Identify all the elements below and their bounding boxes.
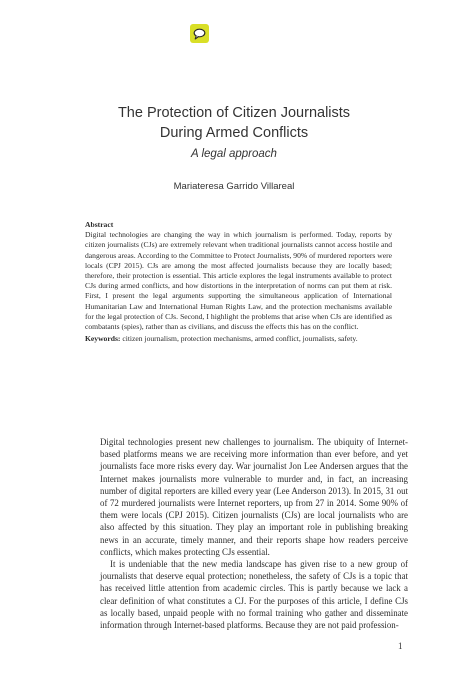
article-subtitle: A legal approach xyxy=(191,148,277,160)
keywords-label: Keywords: xyxy=(85,334,121,344)
article-body xyxy=(100,436,408,631)
page-number: 1 xyxy=(398,641,403,651)
body-paragraph-2: It is undeniable that the new media landscape has given rise to a new group of journalists that deserve equal protection; nonetheless, the safety of CJs is a topic that has received little attention from academic circles. This is partly because we lack a clear definition of what constitutes a CJ. For the purposes of this article, I define CJs as locally based, unpaid people with no formal training who gather and disseminate information through Internet-based platforms. Because they are not paid profession- xyxy=(100,559,408,631)
abstract-heading: Abstract xyxy=(85,220,114,229)
article-title-line-1: The Protection of Citizen Journalists xyxy=(117,105,351,121)
speech-bubble-icon xyxy=(193,28,206,40)
abstract-section xyxy=(85,220,392,344)
article-author: Mariateresa Garrido Villareal xyxy=(173,181,295,192)
article-title-line-2: During Armed Conflicts xyxy=(159,125,309,141)
keywords-line xyxy=(85,334,392,344)
keywords-list: citizen journalism, protection mechanisms, armed conflict, journalists, safety. xyxy=(122,334,358,344)
abstract-text: Digital technologies are changing the way in which journalism is performed. Today, reports by citizen journalists (CJs) are extremely relevant when traditional journalists cannot access hostile and dangerous areas. According to the Committee to Protect Journalists, 90% of murdered reporters were locals (CPJ 2015). CJs are among the most affected journalists because they are locally based; therefore, their protection is essential. This article explores the legal instruments available to protect CJs during armed conflicts, and how distortions in the interpretation of norms can put them at risk. First, I present the legal arguments supporting the simultaneous application of International Humanitarian Law and International Human Rights Law, and the protection mechanisms available for the legal protection of CJs. Second, I highlight the problems that arise when CJs are identified as combatants (spies), rather than as civilians, and discuss the effects this has on the conflict. xyxy=(85,230,392,332)
body-paragraph-1: Digital technologies present new challenges to journalism. The ubiquity of Internet-based platforms means we are receiving more information than ever before, and yet journalists face more risks every day. War journalist Jon Lee Andersen argues that the Internet makes journalists more vulnerable to murder and, in fact, an increasing number of digital reporters are killed every year (Lee Anderson 2013). In 2015, 31 out of 72 murdered journalists were Internet reporters, up from 27 in 2014. Some 90% of them were locals (CPJ 2015). Citizen journalists (CJs) are local journalists who are also affected by this situation. They play an important role in publishing breaking news in an accurate, timely manner, and their reports shape how readers perceive conflicts, which makes protecting CJs essential. xyxy=(100,437,408,557)
journal-logo xyxy=(190,24,209,43)
